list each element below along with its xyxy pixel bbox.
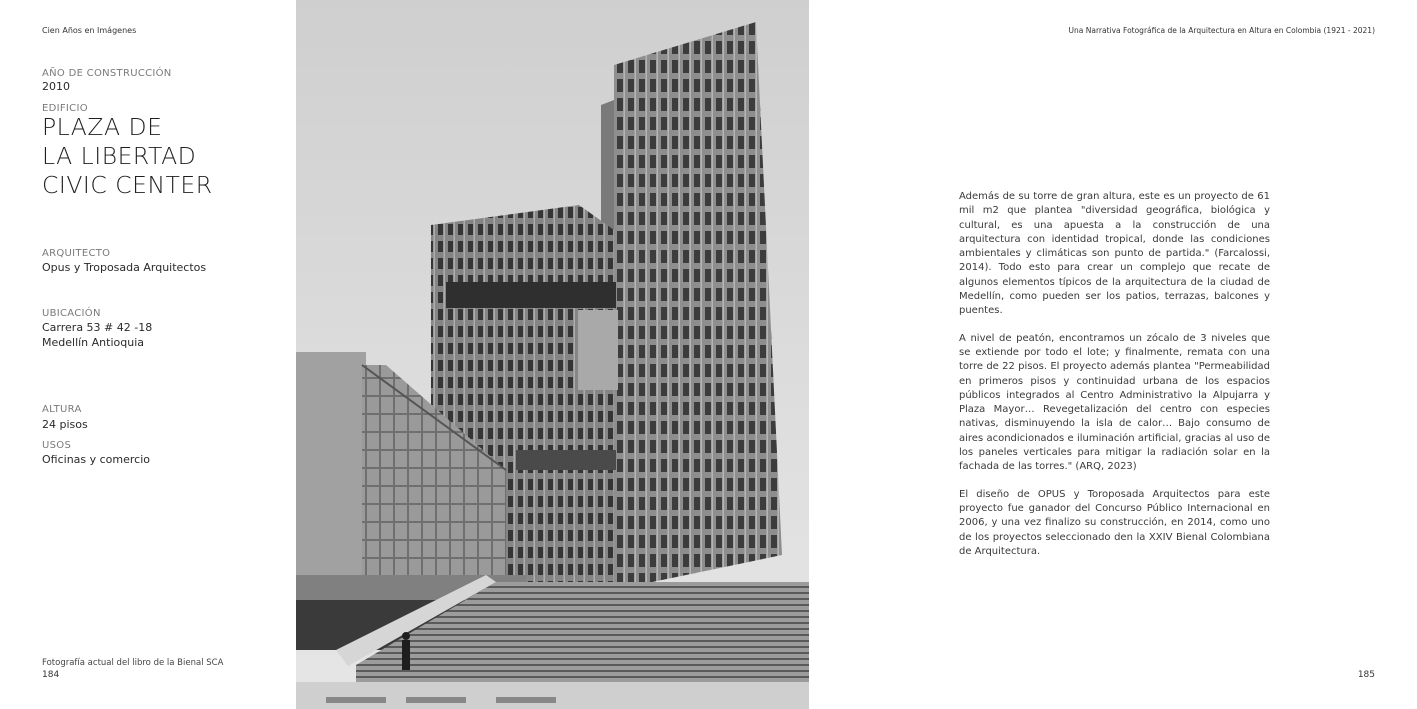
building-photo [296,0,809,709]
paragraph-2: A nivel de peatón, encontramos un zócalo de 3 niveles que se extiende por todo el lote; y finalmente, remata con una torre de 22 pisos. El proyecto además plantea "Permeabilidad en primeros pisos y continuidad urbana de los espacios públicos integrados al Centro Administrativo la Alpujarra y Plaza Mayor… Revegetalización del centro con especies nativas, disminuyendo la isla de calor… Bajo consumo de aires acondicionados e iluminación artificial, gracias al uso de los paneles verticales para mitigar la radiación solar en la fachada de las torres." (ARQ, 2023) [959,332,1270,473]
uses-value: Oficinas y comercio [42,453,151,466]
architect-value: Opus y Troposada Arquitectos [42,261,207,274]
year-label: AÑO DE CONSTRUCCIÓN [42,68,172,79]
low-building [296,352,366,575]
right-page [809,0,1417,709]
location-label: UBICACIÓN [42,308,101,319]
running-head-left: Cien Años en Imágenes [42,26,137,35]
height-value: 24 pisos [42,418,88,431]
person [402,640,410,670]
building-title-line-1: PLAZA DE [42,113,163,141]
paragraph-3: El diseño de OPUS y Toroposada Arquitectos para este proyecto fue ganador del Concurso Público Internacional en 2006, y una vez finalizo su construcción, en 2014, como uno de los proyectos seleccionado den la XXIV Bienal Colombiana de Arquitectura. [959,488,1270,557]
location-line-1: Carrera 53 # 42 -18 [42,321,153,334]
uses-label: USOS [42,440,72,451]
building-photo-illustration [296,0,809,709]
height-label: ALTURA [42,404,82,415]
photo-caption: Fotografía actual del libro de la Bienal SCA [42,658,224,668]
paragraph-1: Además de su torre de gran altura, este es un proyecto de 61 mil m2 que plantea "diversidad geográfica, biológica y cultural, es una apuesta a la construcción de una arquitectura con identidad tropical, donde las condiciones ambientales y climáticas son punto de partida." (Farcalossi, 2014). Todo esto para crear un complejo que recate de algunos elementos típicos de la arquitectura de la ciudad de Medellín, como pueden ser los patios, terrazas, balcones y puentes. [959,191,1270,317]
building-title [42,113,282,200]
page-number-left: 184 [42,670,60,680]
year-value: 2010 [42,80,70,93]
building-title-line-3: CIVIC CENTER [42,171,213,199]
page-number-right: 185 [1357,670,1375,680]
location-line-2: Medellín Antioquia [42,336,144,349]
building-title-line-2: LA LIBERTAD [42,142,197,170]
running-head-right: Una Narrativa Fotográfica de la Arquitectura en Altura en Colombia (1921 - 2021) [1068,26,1375,35]
tall-tower [614,22,782,590]
architect-label: ARQUITECTO [42,248,111,259]
building-label: EDIFICIO [42,103,88,114]
left-page [0,0,296,709]
body-text [959,190,1270,572]
